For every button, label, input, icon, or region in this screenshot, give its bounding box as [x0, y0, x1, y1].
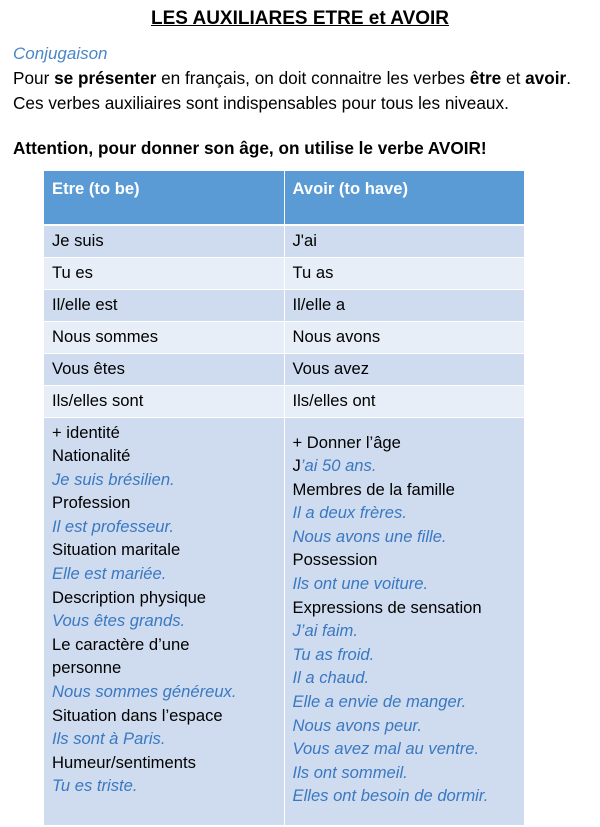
attention-note: Attention, pour donner son âge, on utilise le verbe AVOIR! [13, 138, 487, 158]
header-etre: Etre (to be) [44, 171, 284, 225]
avoir-form: Tu as [284, 257, 524, 289]
avoir-use-example: Il a deux frères. [292, 503, 407, 523]
etre-use-example: Elle est mariée. [52, 564, 167, 584]
etre-use-category: + identité [52, 422, 120, 442]
usage-row [44, 417, 524, 825]
avoir-uses-cell [284, 417, 524, 825]
etre-form: Nous sommes [44, 321, 284, 353]
table-row [44, 321, 524, 353]
avoir-form: Nous avons [284, 321, 524, 353]
etre-use-example: Vous êtes grands. [52, 611, 186, 631]
etre-use-example: Ils sont à Paris. [52, 729, 166, 749]
etre-use-category: Le caractère d’une [52, 634, 190, 654]
avoir-form: Il/elle a [284, 289, 524, 321]
etre-form: Ils/elles sont [44, 385, 284, 417]
etre-use-category: Profession [52, 493, 131, 513]
table-header-row [44, 171, 524, 225]
avoir-use-example: J’ai 50 ans. [292, 456, 377, 476]
etre-use-example: Tu es triste. [52, 776, 138, 796]
avoir-use-example: Nous avons une fille. [292, 526, 447, 546]
table-row [44, 353, 524, 385]
etre-use-category: personne [52, 658, 122, 678]
avoir-use-example: Elles ont besoin de dormir. [292, 786, 489, 806]
avoir-form: Ils/elles ont [284, 385, 524, 417]
etre-use-example: Je suis brésilien. [52, 469, 175, 489]
avoir-use-example: Elle a envie de manger. [292, 692, 467, 712]
etre-use-example: Il est professeur. [52, 516, 175, 536]
intro-line1: Pour se présenter en français, on doit connaitre les verbes être et avoir. [13, 68, 571, 88]
etre-form: Il/elle est [44, 289, 284, 321]
etre-use-category: Description physique [52, 587, 207, 607]
header-avoir: Avoir (to have) [284, 171, 524, 225]
table-row [44, 289, 524, 321]
subheading: Conjugaison [13, 44, 108, 63]
avoir-use-example: J’ai faim. [292, 621, 358, 641]
etre-use-category: Humeur/sentiments [52, 752, 196, 772]
etre-use-example: Nous sommes généreux. [52, 682, 237, 702]
etre-use-category: Situation dans l’espace [52, 705, 223, 725]
etre-use-category: Situation maritale [52, 540, 181, 560]
avoir-use-category: + Donner l’âge [292, 432, 401, 452]
etre-use-category: Nationalité [52, 446, 131, 466]
avoir-use-example: Vous avez mal au ventre. [292, 739, 480, 759]
avoir-use-example: Ils ont une voiture. [292, 574, 429, 594]
avoir-use-example: Ils ont sommeil. [292, 762, 408, 782]
etre-form: Tu es [44, 257, 284, 289]
etre-form: Vous êtes [44, 353, 284, 385]
avoir-use-example: Nous avons peur. [292, 715, 422, 735]
table-row [44, 225, 524, 257]
avoir-form: Vous avez [284, 353, 524, 385]
avoir-use-category: Membres de la famille [292, 479, 455, 499]
table-row [44, 257, 524, 289]
avoir-use-category: Expressions de sensation [292, 597, 482, 617]
conjugation-table [44, 171, 525, 826]
page-title: LES AUXILIARES ETRE et AVOIR [150, 8, 450, 29]
intro-paragraph [13, 66, 593, 116]
etre-uses-cell [44, 417, 284, 825]
avoir-use-example: Il a chaud. [292, 668, 370, 688]
avoir-use-example: Tu as froid. [292, 644, 375, 664]
intro-line2: Ces verbes auxiliaires sont indispensables pour tous les niveaux. [13, 93, 509, 113]
etre-form: Je suis [44, 225, 284, 257]
avoir-use-category: Possession [292, 550, 378, 570]
avoir-form: J'ai [284, 225, 524, 257]
table-row [44, 385, 524, 417]
